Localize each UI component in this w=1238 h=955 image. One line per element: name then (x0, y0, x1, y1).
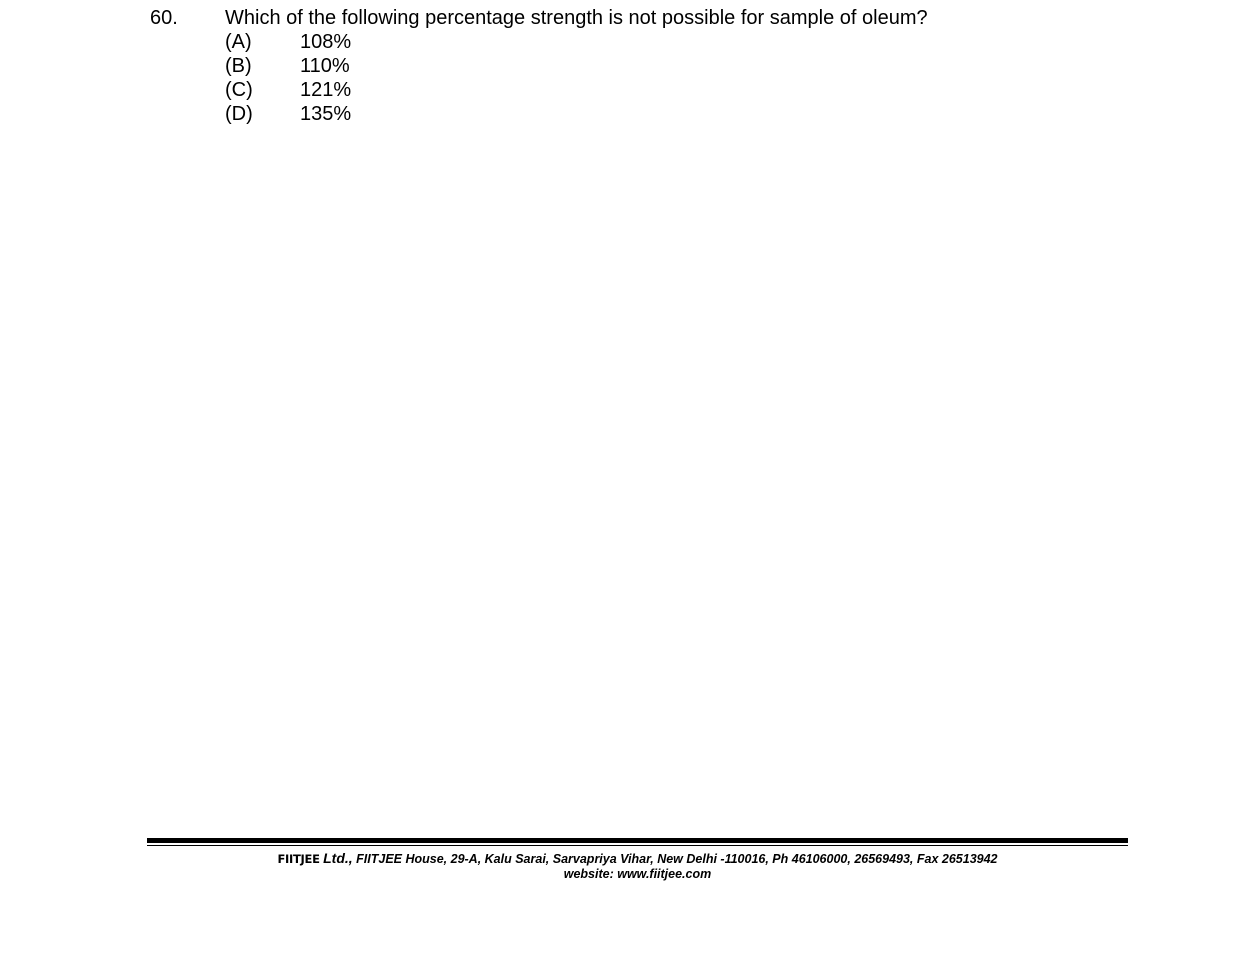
option-b (150, 54, 1130, 78)
option-c (150, 78, 1130, 102)
option-a (150, 30, 1130, 54)
question-text: Which of the following percentage strength is not possible for sample of oleum? (225, 7, 928, 29)
option-label: (D) (225, 103, 253, 125)
option-label: (B) (225, 55, 252, 77)
option-label: (A) (225, 31, 252, 53)
footer-ltd: Ltd., (323, 850, 353, 866)
footer-rule-thin (147, 845, 1128, 846)
option-label: (C) (225, 79, 253, 101)
footer-address-line (147, 851, 1128, 867)
footer-website: website: www.fiitjee.com (563, 867, 712, 881)
option-d (150, 102, 1130, 126)
footer-address: FIITJEE House, 29-A, Kalu Sarai, Sarvapriya Vihar, New Delhi -110016, Ph 46106000, 26569493, Fax 26513942 (356, 852, 998, 866)
question-number: 60. (150, 7, 178, 29)
option-value: 121% (300, 79, 352, 101)
question-row (150, 6, 1130, 30)
option-value: 108% (300, 31, 352, 53)
page-footer (147, 838, 1128, 882)
option-value: 110% (300, 55, 350, 77)
question-block (150, 6, 1130, 126)
footer-brand: FIITJEE (277, 852, 320, 866)
option-value: 135% (300, 103, 352, 125)
